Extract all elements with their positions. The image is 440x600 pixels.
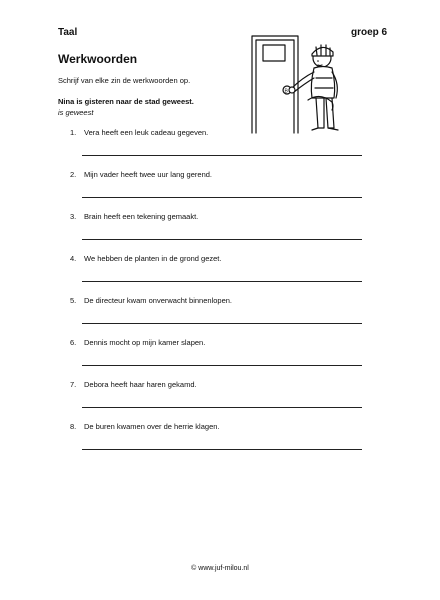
exercise-number: 2. [70, 170, 77, 179]
answer-line[interactable] [82, 197, 362, 198]
door-window [263, 45, 285, 61]
answer-line[interactable] [82, 323, 362, 324]
exercise-sentence: Vera heeft een leuk cadeau gegeven. [84, 128, 209, 137]
answer-line[interactable] [82, 449, 362, 450]
answer-line[interactable] [82, 239, 362, 240]
exercise-sentence: Brain heeft een tekening gemaakt. [84, 212, 199, 221]
exercise-number: 3. [70, 212, 77, 221]
exercise-item [64, 380, 364, 412]
exercise-number: 6. [70, 338, 77, 347]
exercise-item [64, 338, 364, 370]
exercise-item [64, 212, 364, 244]
exercise-item [64, 128, 364, 160]
instruction-text: Schrijf van elke zin de werkwoorden op. [58, 76, 191, 85]
boy-at-door-illustration [248, 32, 352, 136]
exercise-number: 5. [70, 296, 77, 305]
exercise-item [64, 422, 364, 454]
door-frame-outline [252, 36, 298, 133]
example-sentence: Nina is gisteren naar de stad geweest. [58, 97, 194, 106]
answer-line[interactable] [82, 155, 362, 156]
exercise-number: 7. [70, 380, 77, 389]
exercise-sentence: De buren kwamen over de herrie klagen. [84, 422, 220, 431]
exercise-sentence: We hebben de planten in de grond gezet. [84, 254, 222, 263]
exercise-item [64, 254, 364, 286]
exercise-sentence: De directeur kwam onverwacht binnenlopen. [84, 296, 232, 305]
subject-label: Taal [58, 27, 78, 38]
exercise-item [64, 296, 364, 328]
exercise-number: 8. [70, 422, 77, 431]
exercise-sentence: Mijn vader heeft twee uur lang gerend. [84, 170, 212, 179]
example-answer: is geweest [58, 108, 94, 117]
group-label: groep 6 [351, 27, 388, 38]
door-knob-letter: B [284, 88, 288, 95]
exercise-sentence: Dennis mocht op mijn kamer slapen. [84, 338, 206, 347]
exercise-sentence: Debora heeft haar haren gekamd. [84, 380, 197, 389]
answer-line[interactable] [82, 365, 362, 366]
worksheet-title: Werkwoorden [58, 52, 138, 66]
exercise-number: 4. [70, 254, 77, 263]
exercise-number: 1. [70, 128, 77, 137]
footer-copyright: © www.juf-milou.nl [191, 565, 249, 572]
answer-line[interactable] [82, 407, 362, 408]
exercise-item [64, 170, 364, 202]
answer-line[interactable] [82, 281, 362, 282]
